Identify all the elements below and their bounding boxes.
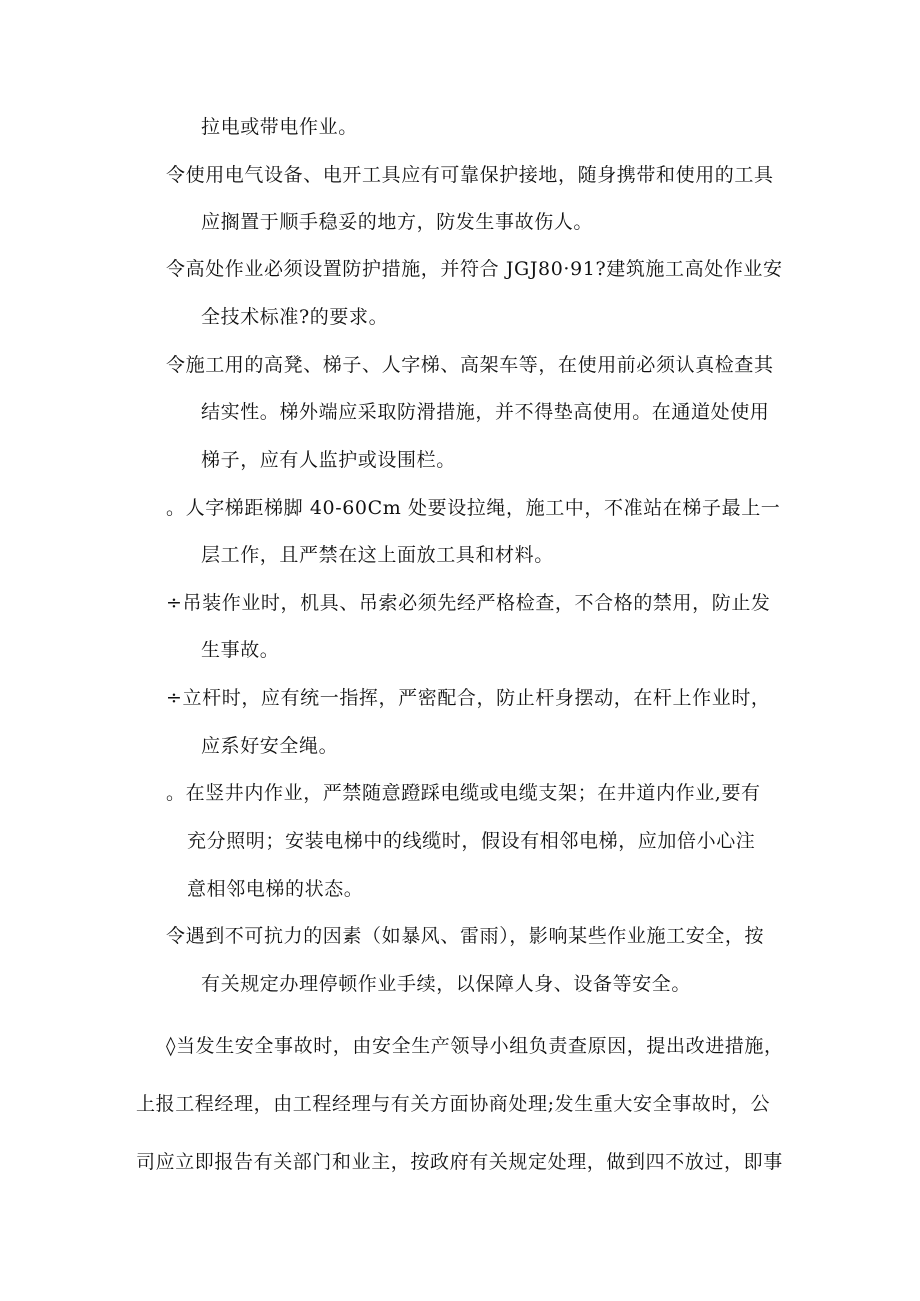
bullet-pole-erection: ÷立杆时，应有统一指挥，严密配合，防止杆身摆动，在杆上作业时， [166,687,771,709]
text-line-10: 层工作，且严禁在这上面放工具和材料。 [201,544,554,566]
paragraph-accident-handling: ◊当发生安全事故时，由安全生产领导小组负责查原因，提出改进措施， [166,1035,784,1057]
text-line-7: 结实性。梯外端应采取防滑措施，并不得垫高使用。在通道处使用 [201,401,770,423]
text-line-12: 生事故。 [201,639,280,661]
bullet-electric-equipment: 令使用电气设备、电开工具应有可靠保护接地，随身携带和使用的工具 [166,164,774,186]
bullet-shaft-work: 。在竖井内作业，严禁随意蹬踩电缆或电缆支架；在井道内作业,要有 [166,782,761,804]
bullet-force-majeure: 令遇到不可抗力的因素（如暴风、雷雨），影响某些作业施工安全，按 [166,925,765,947]
text-line-21: 上报工程经理，由工程经理与有关方面协商处理;发生重大安全事故时，公 [136,1093,771,1115]
text-line-3: 应搁置于顺手稳妥的地方，防发生事故伤人。 [201,211,594,233]
text-line-17: 意相邻电梯的状态。 [187,878,364,900]
text-line-1: 拉电或带电作业。 [201,116,358,138]
bullet-a-frame-ladder: 。人字梯距梯脚 40-60Cm 处要设拉绳，施工中，不准站在梯子最上一 [166,497,781,519]
bullet-ladders: 令施工用的高凳、梯子、人字梯、高架车等，在使用前必须认真检查其 [166,354,774,376]
text-line-5: 全技术标准?的要求。 [201,306,389,328]
text-line-14: 应系好安全绳。 [201,735,339,757]
text-line-22: 司应立即报告有关部门和业主，按政府有关规定处理，做到四不放过，即事 [136,1151,783,1173]
text-line-19: 有关规定办理停顿作业手续，以保障人身、设备等安全。 [201,973,692,995]
bullet-lifting: ÷吊装作业时，机具、吊索必须先经严格检查，不合格的禁用，防止发 [166,592,771,614]
bullet-high-altitude: 令高处作业必须设置防护措施，并符合 JGJ80·91?建筑施工高处作业安 [166,258,783,280]
text-line-8: 梯子，应有人监护或设围栏。 [201,449,456,471]
text-line-16: 充分照明；安装电梯中的线缆时，假设有相邻电梯，应加倍小心注 [187,830,756,852]
